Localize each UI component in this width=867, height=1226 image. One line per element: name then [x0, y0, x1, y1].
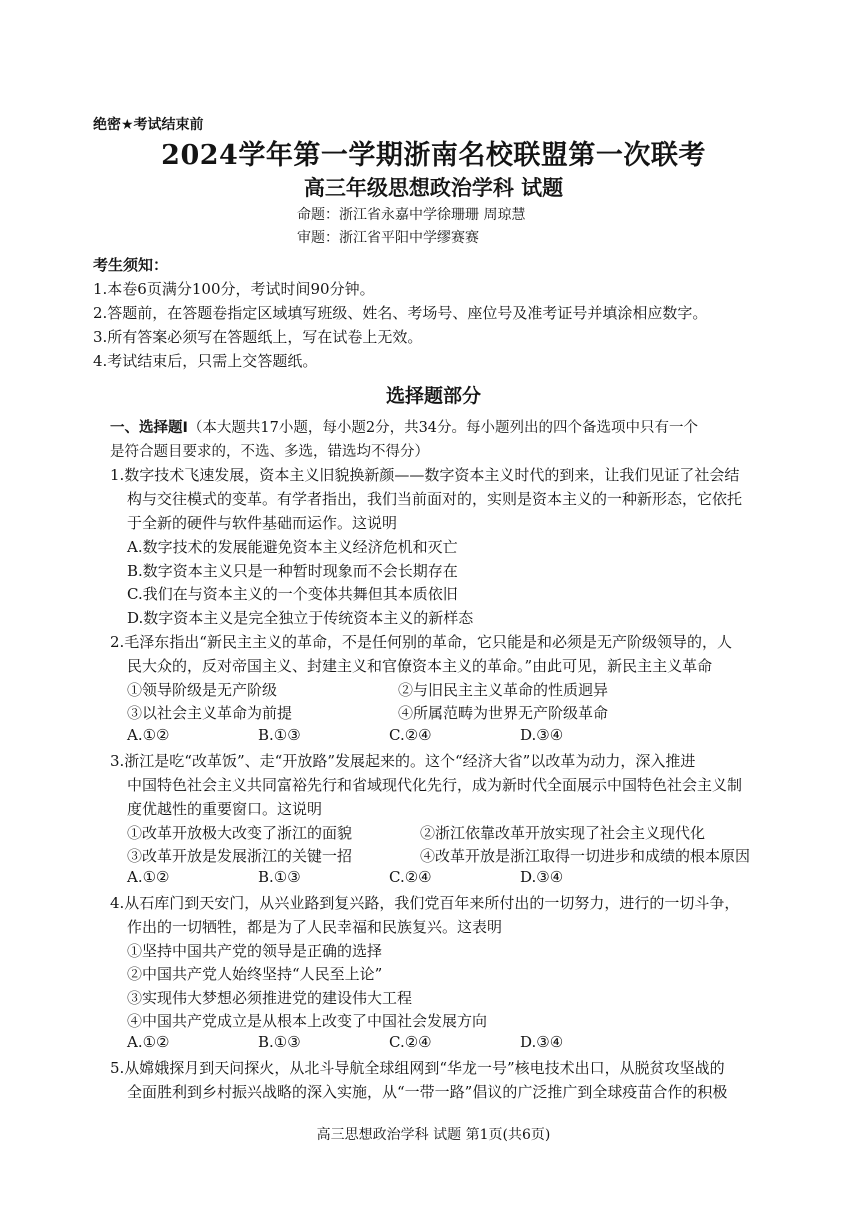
- question-4-statement: ②中国共产党人始终坚持“人民至上论”: [127, 965, 383, 983]
- question-1-option-a: A.数字技术的发展能避免资本主义经济危机和灭亡: [127, 538, 458, 556]
- question-1-stem: 1.数字技术飞速发展，资本主义旧貌换新颜——数字资本主义时代的到来，让我们见证了社会结: [110, 466, 740, 484]
- question-3-statement: ④改革开放是浙江取得一切进步和成绩的根本原因: [420, 847, 751, 865]
- question-3-choice-c: C.②④: [389, 868, 432, 886]
- question-4-choice-c: C.②④: [389, 1033, 432, 1051]
- question-1-stem: 于全新的硬件与软件基础而运作。这说明: [127, 514, 398, 532]
- question-2-statement: ①领导阶级是无产阶级: [127, 681, 278, 699]
- confidential-label: 绝密★考试结束前: [93, 117, 204, 133]
- question-2-choice-d: D.③④: [520, 726, 564, 744]
- question-5-stem: 5.从嫦娥探月到天问探火，从北斗导航全球组网到“华龙一号”核电技术出口，从脱贫攻坚战的: [110, 1059, 725, 1077]
- exam-title: 2024学年第一学期浙南名校联盟第一次联考: [161, 140, 706, 171]
- part-instructions: [110, 416, 698, 437]
- part-label: 一、选择题Ⅰ: [110, 420, 188, 436]
- question-1-option-c: C.我们在与资本主义的一个变体共舞但其本质依旧: [127, 585, 458, 603]
- exam-subtitle: 高三年级思想政治学科 试题: [303, 175, 564, 200]
- notice-item: 3.所有答案必须写在答题纸上，写在试卷上无效。: [93, 328, 423, 346]
- question-2-choice-c: C.②④: [389, 726, 432, 744]
- question-2-choice-a: A.①②: [127, 726, 170, 744]
- question-4-choice-a: A.①②: [127, 1033, 170, 1051]
- reviewer-line: 审题：浙江省平阳中学缪赛赛: [297, 230, 479, 246]
- notice-item: 1.本卷6页满分100分，考试时间90分钟。: [93, 280, 375, 298]
- question-3-statement: ②浙江依靠改革开放实现了社会主义现代化: [420, 824, 706, 842]
- question-3-choice-b: B.①③: [258, 868, 301, 886]
- question-4-statement: ④中国共产党成立是从根本上改变了中国社会发展方向: [127, 1012, 488, 1030]
- question-2-stem: 2.毛泽东指出“新民主主义的革命，不是任何别的革命，它只能是和必须是无产阶级领导的，人: [110, 633, 732, 651]
- question-2-stem: 民大众的，反对帝国主义、封建主义和官僚资本主义的革命。”由此可见，新民主主义革命: [127, 657, 713, 675]
- question-4-stem: 4.从石库门到天安门，从兴业路到复兴路，我们党百年来所付出的一切努力，进行的一切斗争，: [110, 894, 740, 912]
- question-3-stem: 度优越性的重要窗口。这说明: [127, 800, 323, 818]
- question-4-choice-b: B.①③: [258, 1033, 301, 1051]
- question-4-choice-d: D.③④: [520, 1033, 564, 1051]
- question-3-stem: 中国特色社会主义共同富裕先行和省域现代化先行，成为新时代全面展示中国特色社会主义制: [127, 776, 743, 794]
- question-2-statement: ④所属范畴为世界无产阶级革命: [398, 704, 609, 722]
- question-3-statement: ①改革开放极大改变了浙江的面貌: [127, 824, 353, 842]
- question-1-option-d: D.数字资本主义是完全独立于传统资本主义的新样态: [127, 609, 474, 627]
- notice-item: 4.考试结束后，只需上交答题纸。: [93, 352, 318, 370]
- notice-item: 2.答题前，在答题卷指定区域填写班级、姓名、考场号、座位号及准考证号并填涂相应数字。: [93, 304, 708, 322]
- question-5-stem: 全面胜利到乡村振兴战略的深入实施，从“一带一路”倡议的广泛推广到全球疫苗合作的积极: [127, 1083, 728, 1101]
- question-3-stem: 3.浙江是吃“改革饭”、走“开放路”发展起来的。这个“经济大省”以改革为动力，深入推进: [110, 752, 696, 770]
- question-4-stem: 作出的一切牺牲，都是为了人民幸福和民族复兴。这表明: [127, 918, 503, 936]
- question-4-statement: ③实现伟大梦想必须推进党的建设伟大工程: [127, 989, 413, 1007]
- part-line: （本大题共17小题，每小题2分，共34分。每小题列出的四个备选项中只有一个: [187, 420, 699, 436]
- question-3-choice-a: A.①②: [127, 868, 170, 886]
- page-footer: 高三思想政治学科 试题 第1页(共6页): [316, 1127, 551, 1143]
- question-2-statement: ③以社会主义革命为前提: [127, 704, 293, 722]
- question-1-option-b: B.数字资本主义只是一种暂时现象而不会长期存在: [127, 562, 458, 580]
- question-2-statement: ②与旧民主主义革命的性质迥异: [398, 681, 609, 699]
- author-line: 命题：浙江省永嘉中学徐珊珊 周琼慧: [297, 207, 526, 223]
- question-1-stem: 构与交往模式的变革。有学者指出，我们当前面对的，实则是资本主义的一种新形态，它依托: [127, 490, 743, 508]
- section-title: 选择题部分: [385, 385, 481, 407]
- part-line: 是符合题目要求的，不选、多选，错选均不得分）: [110, 444, 429, 460]
- question-3-statement: ③改革开放是发展浙江的关键一招: [127, 847, 353, 865]
- question-4-statement: ①坚持中国共产党的领导是正确的选择: [127, 942, 383, 960]
- question-3-choice-d: D.③④: [520, 868, 564, 886]
- question-2-choice-b: B.①③: [258, 726, 301, 744]
- notice-title: 考生须知：: [93, 256, 169, 274]
